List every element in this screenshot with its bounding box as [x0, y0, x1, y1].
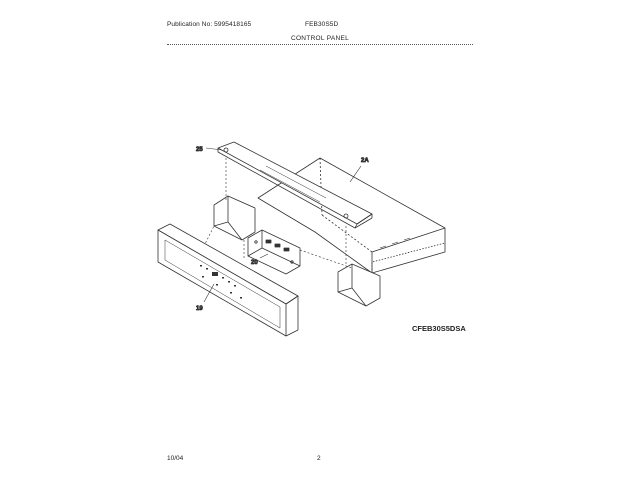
model-number: FEB30S5D [305, 21, 339, 28]
section-title: CONTROL PANEL [290, 35, 350, 42]
callout-19: 19 [196, 306, 203, 312]
publication-number: Publication No: 5995418165 [167, 21, 252, 28]
callout-2a: 2A [361, 158, 369, 164]
footer-date: 10/04 [167, 455, 184, 462]
page-number: 2 [317, 455, 321, 462]
callout-25: 25 [196, 147, 203, 153]
diagram-code: CFEB30S5DSA [412, 324, 466, 333]
left-bracket-part [214, 196, 255, 240]
callout-20: 20 [251, 260, 258, 266]
control-board-part [248, 230, 300, 274]
